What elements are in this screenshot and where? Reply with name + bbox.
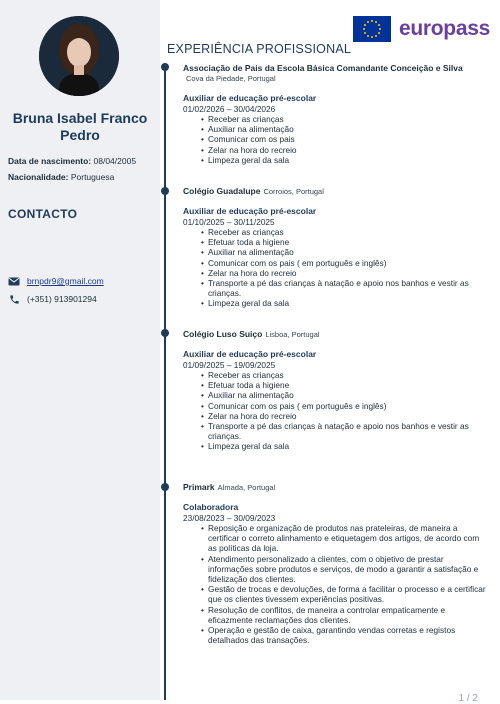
task-item: • Limpeza geral da sala [208, 155, 488, 165]
task-item: • Zelar na hora do recreio [208, 411, 488, 421]
task-item: • Receber as crianças [208, 227, 488, 237]
task-item: • Resolução de conflitos, de maneira a controlar empaticamente e eficazmente reclamações dos clientes. [208, 605, 488, 625]
name-line-1: Bruna Isabel Franco [12, 110, 148, 126]
task-item: • Comunicar com os pais [208, 134, 488, 144]
job-entry [183, 186, 488, 309]
job-dates: 23/08/2023 – 30/09/2023 [183, 513, 276, 523]
birth-value: 08/04/2005 [93, 156, 137, 166]
task-item: • Zelar na hora do recreio [208, 268, 488, 278]
europass-logo [353, 16, 490, 42]
email-icon [8, 275, 20, 287]
phone-row [8, 293, 97, 305]
task-list [183, 227, 488, 309]
task-item: • Limpeza geral da sala [208, 441, 488, 451]
timeline-dot [161, 187, 169, 195]
task-item: • Limpeza geral da sala [208, 298, 488, 308]
job-role: Auxiliar de educação pré-escolar [183, 206, 317, 216]
task-list [183, 114, 488, 165]
email-row [8, 275, 104, 287]
nationality-value: Portuguesa [70, 172, 115, 182]
avatar [39, 16, 119, 96]
task-item: • Comunicar com os pais ( em português e inglês) [208, 258, 488, 268]
birth-label: Data de nascimento: [8, 156, 92, 166]
employer: Colégio Guadalupe [183, 186, 261, 196]
task-item: • Receber as crianças [208, 114, 488, 124]
job-dates: 01/09/2025 – 19/09/2025 [183, 360, 276, 370]
task-item: • Operação e gestão de caixa, garantindo vendas corretas e registos detalhados das transações. [208, 625, 488, 645]
job-dates: 01/10/2025 – 30/11/2025 [183, 217, 275, 227]
birth-date [8, 156, 136, 166]
task-item: • Reposição e organização de produtos nas prateleiras, de maneira a certificar o correto alinhamento e etiquetagem dos artigos, de acordo com as políticas da loja. [208, 523, 488, 554]
sidebar [0, 0, 160, 700]
task-list [183, 370, 488, 452]
timeline-line [164, 64, 166, 700]
job-location: Cova da Piedade, Portugal [186, 74, 276, 83]
phone-icon [8, 293, 20, 305]
task-item: • Comunicar com os pais ( em português e inglês) [208, 401, 488, 411]
task-item: • Auxiliar na alimentação [208, 124, 488, 134]
employer: Associação de Pais da Escola Básica Comandante Conceição e Silva [183, 63, 463, 73]
job-entry [183, 63, 488, 165]
task-list [183, 523, 488, 645]
task-item: • Transporte a pé das crianças à natação e apoio nos banhos e vestir as crianças. [208, 278, 488, 298]
task-item: • Transporte a pé das crianças à natação e apoio nos banhos e vestir as crianças. [208, 421, 488, 441]
task-item: • Efetuar toda a higiene [208, 380, 488, 390]
full-name [0, 110, 160, 144]
timeline-dot [161, 63, 169, 71]
task-item: • Atendimento personalizado a clientes, com o objetivo de prestar informações sobre produtos e serviços, de modo a garantir a satisfação e fidelização dos clientes. [208, 554, 488, 585]
phone-number: (+351) 913901294 [27, 294, 97, 304]
job-entry [183, 329, 488, 452]
eu-flag-icon [353, 16, 391, 42]
task-item: • Efetuar toda a higiene [208, 237, 488, 247]
job-dates: 01/02/2026 – 30/04/2026 [183, 104, 276, 114]
task-item: • Auxiliar na alimentação [208, 390, 488, 400]
task-item: • Gestão de trocas e devoluções, de forma a facilitar o processo e a certificar que os clientes tivessem experiências positivas. [208, 584, 488, 604]
employer: Primark [183, 482, 215, 492]
nationality [8, 172, 114, 182]
email-link[interactable]: brnpdr9@gmail.com [27, 276, 104, 286]
name-line-2: Pedro [60, 127, 100, 143]
job-entry [183, 482, 488, 645]
job-location: Corroios, Portugal [263, 187, 324, 196]
task-item: • Receber as crianças [208, 370, 488, 380]
timeline-dot [161, 329, 169, 337]
employer: Colégio Luso Suiço [183, 329, 263, 339]
timeline-dot [161, 483, 169, 491]
europass-logo-text: europass [399, 17, 490, 40]
task-item: • Zelar na hora do recreio [208, 145, 488, 155]
job-location: Almada, Portugal [217, 483, 276, 492]
task-item: • Auxiliar na alimentação [208, 247, 488, 257]
contact-title: CONTACTO [8, 207, 78, 221]
job-role: Auxiliar de educação pré-escolar [183, 93, 317, 103]
job-role: Auxiliar de educação pré-escolar [183, 349, 317, 359]
job-location: Lisboa, Portugal [265, 330, 320, 339]
page-number: 1 / 2 [458, 693, 478, 704]
job-role: Colaboradora [183, 502, 239, 512]
section-title: EXPERIÊNCIA PROFISSIONAL [167, 42, 352, 56]
profile-photo [39, 16, 119, 96]
nationality-label: Nacionalidade: [8, 172, 69, 182]
